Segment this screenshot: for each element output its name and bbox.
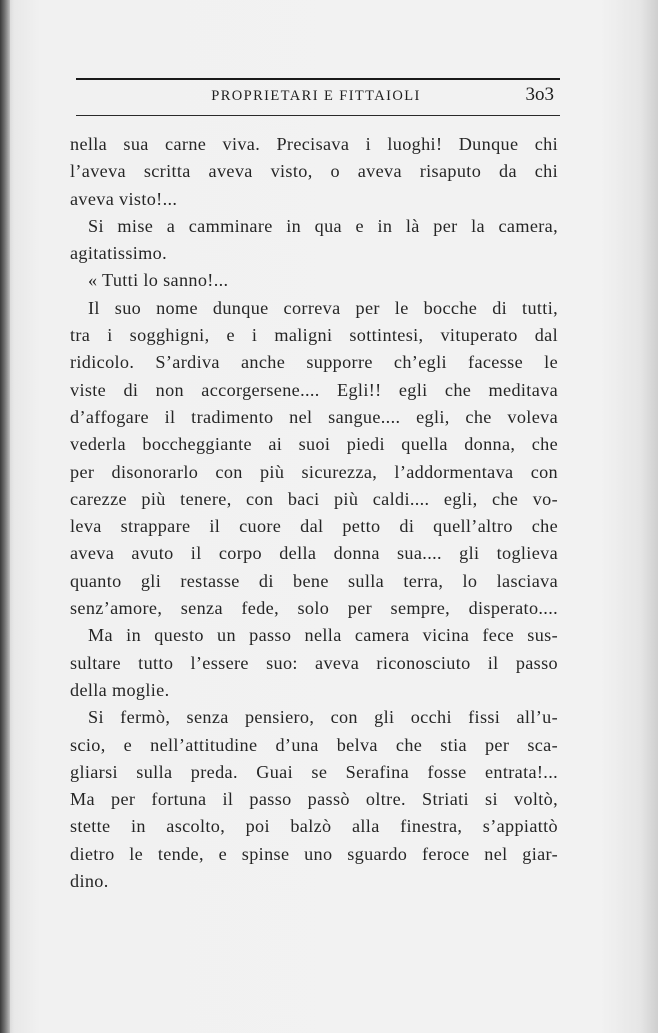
- text-line: nella sua carne viva. Precisava i luoghi! Dunque chi: [70, 134, 558, 154]
- text-line: ridicolo. S’ardiva anche supporre ch’egli facesse le: [70, 352, 558, 373]
- text-line: sultare tutto l’essere suo: aveva riconosciuto il passo: [70, 652, 558, 673]
- text-line: scio, e nell’attitudine d’una belva che stia per sca-: [70, 734, 558, 755]
- text-line: della moglie.: [70, 679, 170, 700]
- text-line: senz’amore, senza fede, solo per sempre, disperato....: [70, 598, 558, 619]
- text-line: « Tutti lo sanno!...: [88, 270, 229, 291]
- text-line: d’affogare il tradimento nel sangue.... egli, che voleva: [70, 406, 558, 427]
- text-line: Si fermò, senza pensiero, con gli occhi fissi all’u-: [88, 707, 558, 728]
- text-line: vederla boccheggiante ai suoi piedi quella donna, che: [70, 434, 558, 455]
- text-line: dino.: [70, 871, 109, 892]
- text-line: leva strappare il cuore dal petto di quell’altro che: [70, 516, 558, 537]
- text-line: dietro le tende, e spinse uno sguardo feroce nel giar-: [70, 843, 558, 864]
- text-line: Il suo nome dunque correva per le bocche di tutti,: [88, 297, 558, 318]
- text-line: gliarsi sulla preda. Guai se Serafina fosse entrata!...: [70, 761, 558, 782]
- running-head: PROPRIETARI E FITTAIOLI: [211, 88, 421, 104]
- text-line: agitatissimo.: [70, 243, 167, 264]
- text-line: stette in ascolto, poi balzò alla finestra, s’appiattò: [70, 816, 558, 837]
- page-number: 3o3: [525, 84, 554, 105]
- text-line: tra i sogghigni, e i maligni sottintesi, vituperato dal: [70, 325, 558, 346]
- text-line: Ma in questo un passo nella camera vicina fece sus-: [88, 625, 558, 646]
- text-line: Ma per fortuna il passo passò oltre. Striati si voltò,: [70, 789, 558, 810]
- text-line: per disonorarlo con più sicurezza, l’addormentava con: [70, 461, 558, 482]
- header-bottom-rule: [76, 115, 560, 116]
- text-line: Si mise a camminare in qua e in là per la camera,: [88, 215, 558, 236]
- text-line: l’aveva scritta aveva visto, o aveva risaputo da chi: [70, 161, 558, 182]
- binding-shadow: [0, 0, 10, 1033]
- text-line: aveva visto!...: [70, 188, 178, 209]
- header-top-rule: [76, 78, 560, 80]
- text-line: aveva avuto il corpo della donna sua.... gli toglieva: [70, 543, 558, 564]
- text-line: carezze più tenere, con baci più caldi.... egli, che vo-: [70, 488, 558, 509]
- text-line: viste di non accorgersene.... Egli!! egli che meditava: [70, 379, 558, 400]
- text-line: quanto gli restasse di bene sulla terra, lo lasciava: [70, 570, 558, 591]
- body-text: [70, 131, 558, 895]
